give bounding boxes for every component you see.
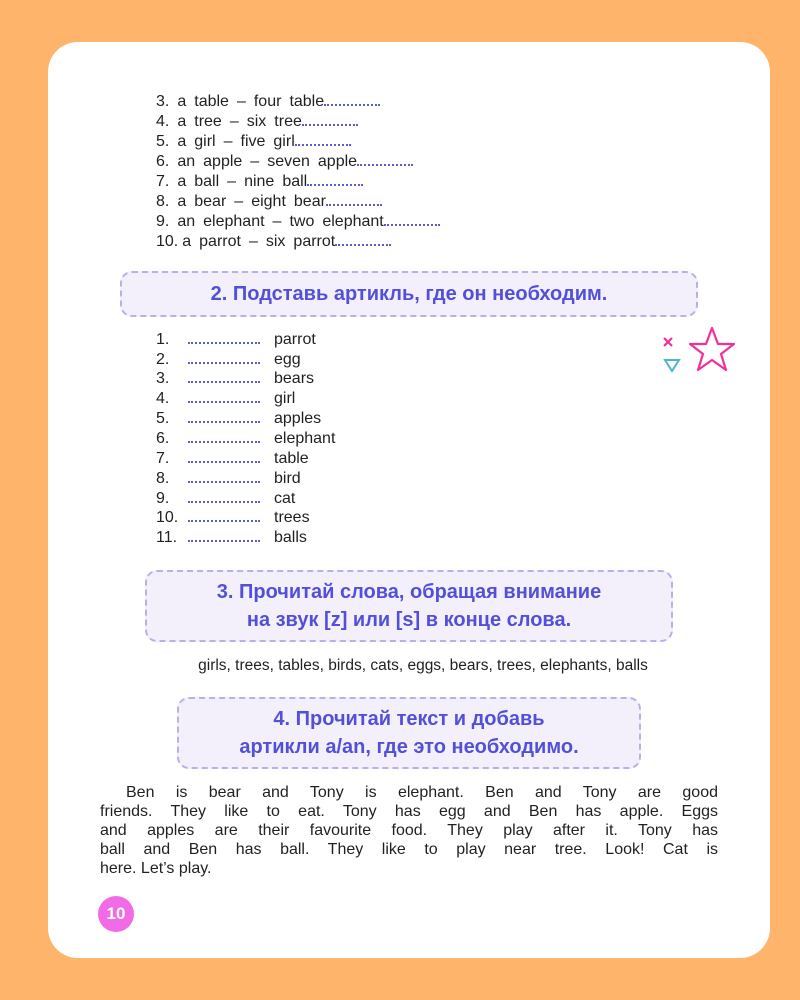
answer-blank[interactable] bbox=[326, 190, 382, 206]
answer-blank[interactable] bbox=[188, 369, 260, 383]
row-number: 3. bbox=[156, 93, 170, 110]
item-number: 8. bbox=[156, 470, 170, 487]
ex2-item bbox=[156, 389, 295, 409]
text-line: here. Let’s play. bbox=[100, 860, 212, 877]
number-word: two bbox=[289, 213, 315, 230]
answer-blank[interactable] bbox=[188, 330, 260, 344]
ex1-row bbox=[156, 170, 363, 192]
number-word: six bbox=[246, 113, 267, 130]
singular-word: girl bbox=[194, 133, 216, 150]
item-word: egg bbox=[274, 351, 301, 368]
item-number: 3. bbox=[156, 370, 170, 387]
article: a bbox=[177, 93, 187, 110]
row-number: 8. bbox=[156, 193, 170, 210]
plural-stem: elephant bbox=[322, 213, 384, 230]
item-number: 1. bbox=[156, 331, 170, 348]
star-decoration-icon bbox=[660, 324, 740, 376]
dash: – bbox=[229, 113, 239, 130]
exercise2-title: 2. Подставь артикль, где он необходим. bbox=[210, 283, 608, 305]
exercise3-title-line2: на звук [z] или [s] в конце слова. bbox=[246, 609, 572, 631]
dash: – bbox=[272, 213, 282, 230]
ex1-row bbox=[156, 90, 380, 112]
plural-stem: apple bbox=[317, 153, 358, 170]
item-word: girl bbox=[274, 390, 296, 407]
answer-blank[interactable] bbox=[188, 449, 260, 463]
item-word: bird bbox=[274, 470, 301, 487]
article: a bbox=[177, 113, 187, 130]
plural-stem: girl bbox=[273, 133, 295, 150]
answer-blank[interactable] bbox=[188, 469, 260, 483]
answer-blank[interactable] bbox=[188, 489, 260, 503]
row-number: 4. bbox=[156, 113, 170, 130]
item-number: 5. bbox=[156, 410, 170, 427]
row-number: 6. bbox=[156, 153, 170, 170]
singular-word: apple bbox=[203, 153, 243, 170]
item-word: cat bbox=[274, 490, 296, 507]
ex2-item bbox=[156, 350, 301, 370]
answer-blank[interactable] bbox=[324, 90, 380, 106]
row-number: 9. bbox=[156, 213, 170, 230]
item-word: trees bbox=[274, 509, 310, 526]
ex2-item bbox=[156, 369, 314, 389]
ex2-item bbox=[156, 528, 307, 548]
plural-stem: tree bbox=[274, 113, 302, 130]
article: an bbox=[177, 153, 196, 170]
number-word: six bbox=[265, 233, 286, 250]
answer-blank[interactable] bbox=[302, 110, 358, 126]
item-number: 9. bbox=[156, 490, 170, 507]
ex2-item bbox=[156, 409, 321, 429]
item-word: parrot bbox=[274, 331, 316, 348]
item-word: table bbox=[274, 450, 309, 467]
item-number: 10. bbox=[156, 509, 179, 526]
text-line: and apples are their favourite food. They play after it. Tony has bbox=[100, 822, 718, 839]
ex1-row bbox=[156, 150, 413, 172]
number-word: five bbox=[240, 133, 266, 150]
item-number: 7. bbox=[156, 450, 170, 467]
number-word: seven bbox=[267, 153, 310, 170]
ex2-item bbox=[156, 449, 309, 469]
text-line: ball and Ben has ball. They like to play near tree. Look! Cat is bbox=[100, 841, 718, 858]
plural-stem: bear bbox=[293, 193, 326, 210]
singular-word: table bbox=[194, 93, 229, 110]
exercise3-banner bbox=[145, 570, 673, 642]
ex1-row bbox=[156, 230, 391, 252]
answer-blank[interactable] bbox=[188, 389, 260, 403]
answer-blank[interactable] bbox=[307, 170, 363, 186]
item-number: 4. bbox=[156, 390, 170, 407]
answer-blank[interactable] bbox=[188, 528, 260, 542]
answer-blank[interactable] bbox=[188, 508, 260, 522]
item-number: 2. bbox=[156, 351, 170, 368]
ex2-item bbox=[156, 508, 310, 528]
number-word: eight bbox=[251, 193, 286, 210]
dash: – bbox=[234, 193, 244, 210]
answer-blank[interactable] bbox=[357, 150, 413, 166]
dash: – bbox=[227, 173, 237, 190]
ex2-item bbox=[156, 330, 316, 350]
dash: – bbox=[236, 93, 246, 110]
page-number-badge: 10 bbox=[98, 896, 134, 932]
article: a bbox=[177, 193, 187, 210]
answer-blank[interactable] bbox=[295, 130, 351, 146]
singular-word: ball bbox=[194, 173, 220, 190]
ex1-row bbox=[156, 110, 358, 132]
item-word: apples bbox=[274, 410, 322, 427]
exercise2-banner bbox=[120, 271, 698, 317]
item-word: elephant bbox=[274, 430, 336, 447]
article: a bbox=[177, 173, 187, 190]
text-line: friends. They like to eat. Tony has egg and Ben has apple. Eggs bbox=[100, 803, 718, 820]
item-number: 11. bbox=[156, 529, 178, 546]
exercise3-words: girls, trees, tables, birds, cats, eggs, bears, trees, elephants, balls bbox=[198, 657, 648, 674]
singular-word: bear bbox=[194, 193, 227, 210]
number-word: nine bbox=[244, 173, 275, 190]
plural-stem: ball bbox=[282, 173, 308, 190]
article: a bbox=[182, 233, 192, 250]
exercise3-title-line1: 3. Прочитай слова, обращая внимание bbox=[216, 581, 602, 603]
dash: – bbox=[223, 133, 233, 150]
row-number: 7. bbox=[156, 173, 170, 190]
dash: – bbox=[250, 153, 260, 170]
item-word: balls bbox=[274, 529, 307, 546]
text-line: Ben is bear and Tony is elephant. Ben and Tony are good bbox=[126, 784, 718, 801]
ex2-item bbox=[156, 489, 295, 509]
plural-stem: parrot bbox=[293, 233, 336, 250]
number-word: four bbox=[253, 93, 282, 110]
item-word: bears bbox=[274, 370, 315, 387]
row-number: 10. bbox=[156, 233, 179, 250]
plural-stem: table bbox=[289, 93, 325, 110]
ex1-row bbox=[156, 190, 382, 212]
singular-word: tree bbox=[194, 113, 222, 130]
exercise4-banner bbox=[177, 697, 641, 769]
ex1-row bbox=[156, 130, 351, 152]
dash: – bbox=[248, 233, 258, 250]
answer-blank[interactable] bbox=[188, 429, 260, 443]
answer-blank[interactable] bbox=[188, 409, 260, 423]
ex2-item bbox=[156, 429, 335, 449]
singular-word: elephant bbox=[203, 213, 265, 230]
ex1-row bbox=[156, 210, 440, 232]
ex2-item bbox=[156, 469, 301, 489]
exercise4-title-line2: артикли a/an, где это необходимо. bbox=[239, 736, 579, 758]
item-number: 6. bbox=[156, 430, 170, 447]
answer-blank[interactable] bbox=[384, 210, 440, 226]
singular-word: parrot bbox=[199, 233, 241, 250]
article: an bbox=[177, 213, 196, 230]
answer-blank[interactable] bbox=[335, 230, 391, 246]
answer-blank[interactable] bbox=[188, 350, 260, 364]
exercise4-title-line1: 4. Прочитай текст и добавь bbox=[273, 708, 545, 730]
row-number: 5. bbox=[156, 133, 170, 150]
article: a bbox=[177, 133, 187, 150]
